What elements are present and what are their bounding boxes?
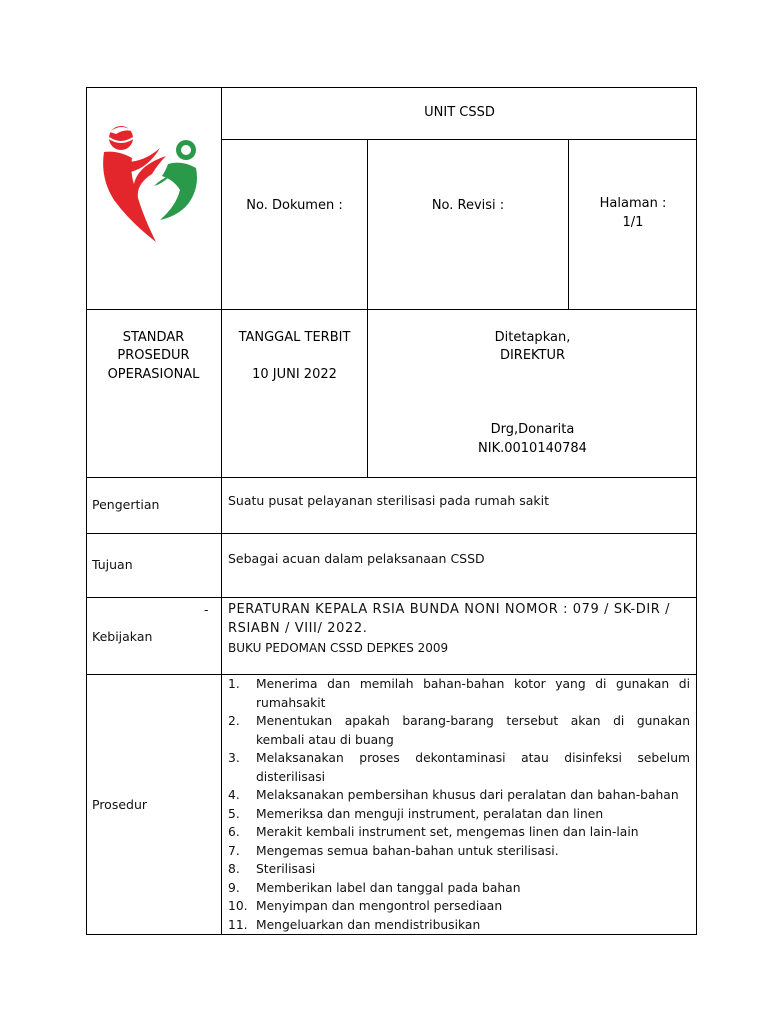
procedure-step: 1. Menerima dan memilah bahan-bahan kotor yang di gunakan di rumahsakit [228, 677, 690, 710]
procedure-step-text: Memberikan label dan tanggal pada bahan [256, 880, 521, 895]
procedure-step-text: Melaksanakan proses dekontaminasi atau disinfeksi sebelum disterilisasi [256, 751, 690, 784]
sop-title-line-3: OPERASIONAL [107, 367, 200, 382]
kebijakan-dash: - [204, 602, 209, 617]
kebijakan-line-1: PERATURAN KEPALA RSIA BUNDA NONI NOMOR : 079 / SK-DIR / [228, 602, 671, 617]
procedure-step-text: Sterilisasi [256, 862, 316, 876]
procedure-step: 10. Menyimpan dan mengontrol persediaan [228, 899, 503, 913]
divider [221, 139, 697, 140]
procedure-step-text: Menerima dan memilah bahan-bahan kotor yang di gunakan di rumahsakit [256, 677, 690, 710]
page-label: Halaman : [599, 196, 667, 211]
row-label-prosedur: Prosedur [92, 797, 148, 812]
document-number-label: No. Dokumen : [246, 198, 343, 213]
procedure-step: 3. Melaksanakan proses dekontaminasi atau disinfeksi sebelum disterilisasi [228, 751, 690, 784]
kebijakan-line-2: RSIABN / VIII/ 2022. [228, 621, 368, 636]
approved-label: Ditetapkan, [494, 330, 571, 345]
divider [86, 309, 697, 310]
procedure-step: 5. Memeriksa dan menguji instrument, peralatan dan linen [228, 806, 604, 821]
row-label-pengertian: Pengertian [92, 497, 160, 512]
procedure-step: 11. Mengeluarkan dan mendistribusikan [228, 917, 481, 932]
sop-title-line-1: STANDAR [122, 330, 185, 345]
divider [221, 87, 222, 477]
procedure-step: 2. Menentukan apakah barang-barang tersebut akan di gunakan kembali atau di buang [228, 714, 690, 747]
row-label-kebijakan: Kebijakan [92, 629, 153, 644]
page-value: 1/1 [622, 215, 644, 230]
divider [221, 477, 222, 935]
signer-name: Drg,Donarita [490, 422, 575, 437]
kebijakan-line-3: BUKU PEDOMAN CSSD DEPKES 2009 [228, 641, 449, 655]
signer-nik: NIK.0010140784 [478, 441, 587, 456]
procedure-step-text: Mengeluarkan dan mendistribusikan [256, 917, 481, 932]
procedure-step: 4. Melaksanakan pembersihan khusus dari peralatan dan bahan-bahan [228, 788, 679, 802]
procedure-step-text: Mengemas semua bahan-bahan untuk sterilisasi. [256, 843, 559, 858]
row-label-tujuan: Tujuan [92, 557, 133, 572]
procedure-step: 8. Sterilisasi [228, 862, 316, 876]
procedure-step-text: Menentukan apakah barang-barang tersebut akan di gunakan kembali atau di buang [256, 714, 690, 747]
procedure-list [228, 675, 690, 934]
procedure-step-text: Melaksanakan pembersihan khusus dari peralatan dan bahan-bahan [256, 788, 679, 802]
pengertian-text: Suatu pusat pelayanan sterilisasi pada rumah sakit [228, 493, 550, 508]
procedure-step: 7. Mengemas semua bahan-bahan untuk sterilisasi. [228, 843, 559, 858]
procedure-step: 6. Merakit kembali instrument set, mengemas linen dan lain-lain [228, 825, 639, 839]
unit-title: UNIT CSSD [424, 105, 495, 120]
issue-date-label: TANGGAL TERBIT [238, 330, 351, 345]
divider [86, 477, 697, 478]
procedure-step-text: Merakit kembali instrument set, mengemas linen dan lain-lain [256, 825, 639, 839]
divider [86, 597, 697, 598]
procedure-step: 9. Memberikan label dan tanggal pada bahan [228, 880, 521, 895]
sop-title-line-2: PROSEDUR [117, 348, 190, 363]
divider [86, 533, 697, 534]
procedure-step-text: Menyimpan dan mengontrol persediaan [256, 899, 503, 913]
issue-date-value: 10 JUNI 2022 [252, 367, 337, 382]
director-label: DIREKTUR [499, 348, 566, 363]
procedure-step-text: Memeriksa dan menguji instrument, peralatan dan linen [256, 806, 604, 821]
tujuan-text: Sebagai acuan dalam pelaksanaan CSSD [228, 551, 485, 566]
revision-number-label: No. Revisi : [431, 198, 505, 213]
mother-child-logo-icon [96, 118, 208, 258]
